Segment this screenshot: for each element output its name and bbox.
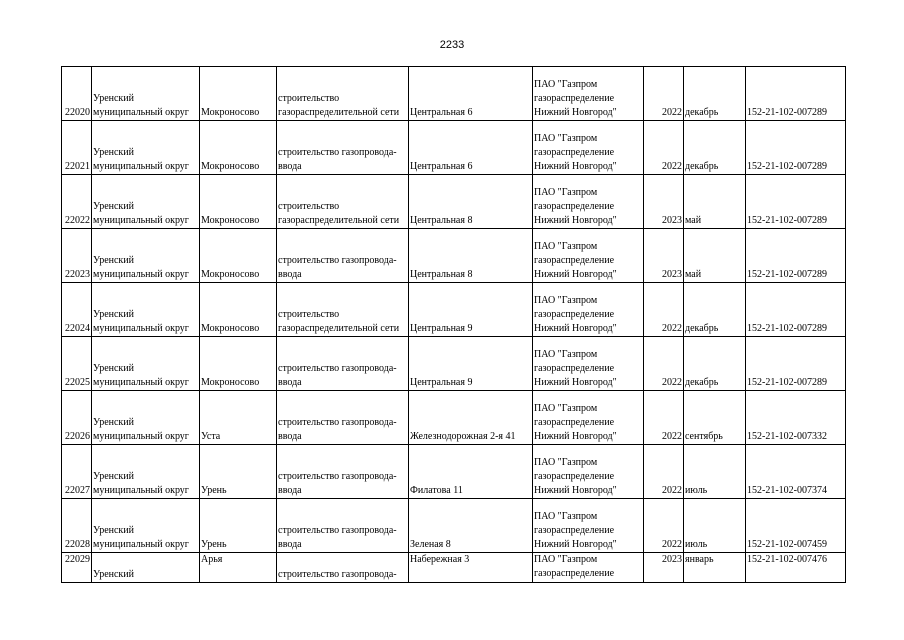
code-cell: 152-21-102-007332	[746, 391, 846, 445]
row-number-cell: 22021	[62, 121, 92, 175]
table-row	[62, 553, 846, 583]
month-cell: декабрь	[684, 283, 746, 337]
address-cell: Центральная 9	[409, 337, 533, 391]
table-row	[62, 67, 846, 121]
month-cell: май	[684, 175, 746, 229]
work-type-cell: строительство газораспределительной сети	[277, 67, 409, 121]
row-number-cell: 22022	[62, 175, 92, 229]
year-cell: 2022	[644, 337, 684, 391]
table-row	[62, 121, 846, 175]
year-cell: 2023	[644, 175, 684, 229]
district-cell: Уренский муниципальный округ	[92, 67, 200, 121]
year-cell: 2022	[644, 445, 684, 499]
work-type-cell: строительство газопровода- ввода	[277, 391, 409, 445]
row-number-cell: 22028	[62, 499, 92, 553]
code-cell: 152-21-102-007289	[746, 337, 846, 391]
row-number-cell: 22029	[62, 553, 92, 583]
district-cell: Уренский муниципальный округ	[92, 283, 200, 337]
address-cell: Центральная 8	[409, 175, 533, 229]
year-cell: 2022	[644, 283, 684, 337]
settlement-cell: Мокроносово	[200, 229, 277, 283]
settlement-cell: Мокроносово	[200, 67, 277, 121]
page-number: 2233	[439, 39, 465, 51]
code-cell: 152-21-102-007289	[746, 283, 846, 337]
company-cell: ПАО "Газпром газораспределение Нижний Новгород"	[533, 229, 644, 283]
address-cell: Зеленая 8	[409, 499, 533, 553]
month-cell: декабрь	[684, 121, 746, 175]
year-cell: 2022	[644, 499, 684, 553]
address-cell: Набережная 3	[409, 553, 533, 583]
settlement-cell: Урень	[200, 445, 277, 499]
work-type-cell: строительство газораспределительной сети	[277, 283, 409, 337]
code-cell: 152-21-102-007289	[746, 229, 846, 283]
company-cell: ПАО "Газпром газораспределение Нижний Новгород"	[533, 445, 644, 499]
code-cell: 152-21-102-007459	[746, 499, 846, 553]
settlement-cell: Мокроносово	[200, 283, 277, 337]
month-cell: сентябрь	[684, 391, 746, 445]
month-cell: июль	[684, 499, 746, 553]
address-cell: Филатова 11	[409, 445, 533, 499]
year-cell: 2023	[644, 553, 684, 583]
month-cell: декабрь	[684, 337, 746, 391]
year-cell: 2022	[644, 67, 684, 121]
company-cell: ПАО "Газпром газораспределение Нижний Новгород"	[533, 283, 644, 337]
company-cell: ПАО "Газпром газораспределение Нижний Новгород"	[533, 499, 644, 553]
address-cell: Центральная 9	[409, 283, 533, 337]
work-type-cell: строительство газопровода- ввода	[277, 121, 409, 175]
month-cell: декабрь	[684, 67, 746, 121]
work-type-cell: строительство газопровода- ввода	[277, 229, 409, 283]
work-type-cell: строительство газопровода-	[277, 553, 409, 583]
code-cell: 152-21-102-007289	[746, 175, 846, 229]
company-cell: ПАО "Газпром газораспределение Нижний Новгород"	[533, 121, 644, 175]
code-cell: 152-21-102-007476	[746, 553, 846, 583]
month-cell: январь	[684, 553, 746, 583]
year-cell: 2022	[644, 121, 684, 175]
address-cell: Центральная 8	[409, 229, 533, 283]
table-row	[62, 337, 846, 391]
work-type-cell: строительство газопровода- ввода	[277, 337, 409, 391]
settlement-cell: Мокроносово	[200, 121, 277, 175]
row-number-cell: 22024	[62, 283, 92, 337]
year-cell: 2022	[644, 391, 684, 445]
district-cell: Уренский муниципальный округ	[92, 229, 200, 283]
table-row	[62, 175, 846, 229]
table-row	[62, 283, 846, 337]
work-type-cell: строительство газораспределительной сети	[277, 175, 409, 229]
district-cell: Уренский муниципальный округ	[92, 121, 200, 175]
code-cell: 152-21-102-007289	[746, 121, 846, 175]
row-number-cell: 22023	[62, 229, 92, 283]
row-number-cell: 22027	[62, 445, 92, 499]
table-row	[62, 445, 846, 499]
settlement-cell: Мокроносово	[200, 337, 277, 391]
month-cell: май	[684, 229, 746, 283]
table-row	[62, 499, 846, 553]
row-number-cell: 22025	[62, 337, 92, 391]
work-type-cell: строительство газопровода- ввода	[277, 499, 409, 553]
company-cell: ПАО "Газпром газораспределение Нижний Новгород"	[533, 391, 644, 445]
district-cell: Уренский муниципальный округ	[92, 499, 200, 553]
settlement-cell: Уста	[200, 391, 277, 445]
address-cell: Железнодорожная 2-я 41	[409, 391, 533, 445]
district-cell: Уренский муниципальный округ	[92, 175, 200, 229]
table-row	[62, 229, 846, 283]
settlement-cell: Мокроносово	[200, 175, 277, 229]
row-number-cell: 22020	[62, 67, 92, 121]
address-cell: Центральная 6	[409, 67, 533, 121]
table-row	[62, 391, 846, 445]
company-cell: ПАО "Газпром газораспределение Нижний Новгород"	[533, 337, 644, 391]
month-cell: июль	[684, 445, 746, 499]
year-cell: 2023	[644, 229, 684, 283]
work-type-cell: строительство газопровода- ввода	[277, 445, 409, 499]
address-cell: Центральная 6	[409, 121, 533, 175]
district-cell: Уренский муниципальный округ	[92, 391, 200, 445]
settlement-cell: Арья	[200, 553, 277, 583]
company-cell: ПАО "Газпром газораспределение Нижний Новгород"	[533, 67, 644, 121]
row-number-cell: 22026	[62, 391, 92, 445]
company-cell: ПАО "Газпром газораспределение Нижний Новгород"	[533, 175, 644, 229]
company-cell: ПАО "Газпром газораспределение	[533, 553, 644, 583]
registry-table	[61, 66, 846, 583]
district-cell: Уренский муниципальный округ	[92, 337, 200, 391]
code-cell: 152-21-102-007374	[746, 445, 846, 499]
settlement-cell: Урень	[200, 499, 277, 553]
district-cell: Уренский	[92, 553, 200, 583]
code-cell: 152-21-102-007289	[746, 67, 846, 121]
district-cell: Уренский муниципальный округ	[92, 445, 200, 499]
